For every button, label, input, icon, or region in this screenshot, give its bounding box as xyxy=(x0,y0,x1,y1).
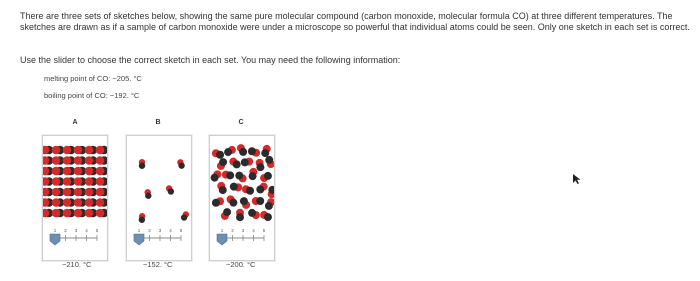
temperature-label-c: −200. °C xyxy=(226,260,256,269)
oxygen-atom xyxy=(63,177,72,186)
oxygen-atom xyxy=(85,177,94,186)
carbon-atom xyxy=(168,188,174,194)
sketch-slider-a[interactable] xyxy=(43,224,107,250)
slider-thumb-icon[interactable] xyxy=(134,234,144,245)
slider-tick-label: 4 xyxy=(169,228,172,233)
sketch-label-c: C xyxy=(238,119,244,126)
carbon-atom xyxy=(211,174,219,182)
molecule-sketch-gas xyxy=(127,136,191,224)
carbon-atom xyxy=(216,151,224,159)
oxygen-atom xyxy=(52,146,61,155)
slider-tick-label: 4 xyxy=(85,228,88,233)
oxygen-atom xyxy=(96,167,105,176)
carbon-atom xyxy=(233,160,241,168)
carbon-atom xyxy=(223,208,231,216)
carbon-atom xyxy=(256,197,264,205)
oxygen-atom xyxy=(96,188,105,197)
sketch-slider-b[interactable] xyxy=(127,224,191,250)
slider-tick-label: 3 xyxy=(74,228,78,233)
oxygen-atom xyxy=(85,156,94,165)
oxygen-atom xyxy=(52,209,61,218)
melting-point-info: melting point of CO: −205. °C xyxy=(44,74,142,83)
instruction-text: Use the slider to choose the correct sketch in each set. You may need the following information: xyxy=(20,55,401,65)
oxygen-atom xyxy=(52,198,61,207)
sketch-label-a: A xyxy=(72,119,78,126)
sketch-panel-a xyxy=(42,135,108,261)
mouse-cursor-icon xyxy=(572,173,582,185)
oxygen-atom xyxy=(85,209,94,218)
carbon-atom xyxy=(265,156,273,164)
slider-tick-label: 1 xyxy=(220,228,224,233)
oxygen-atom xyxy=(85,188,94,197)
oxygen-atom xyxy=(63,198,72,207)
carbon-atom xyxy=(246,187,254,195)
oxygen-atom xyxy=(63,156,72,165)
slider-thumb-icon[interactable] xyxy=(50,234,60,245)
carbon-atom xyxy=(229,199,237,207)
oxygen-atom xyxy=(74,167,83,176)
carbon-atom xyxy=(230,183,238,191)
slider-tick-label: 5 xyxy=(262,228,266,233)
temperature-label-b: −152. °C xyxy=(143,260,173,269)
carbon-atom xyxy=(236,213,244,221)
carbon-atom xyxy=(261,149,269,157)
slider-tick-label: 5 xyxy=(179,228,183,233)
oxygen-atom xyxy=(74,146,83,155)
slider-tick-label: 1 xyxy=(53,228,57,233)
slider-tick-label: 2 xyxy=(64,228,67,233)
oxygen-atom xyxy=(74,188,83,197)
carbon-atom xyxy=(239,148,247,156)
sketch-slider-c[interactable] xyxy=(210,224,274,250)
carbon-atom xyxy=(212,199,220,207)
oxygen-atom xyxy=(63,209,72,218)
sketch-panel-b xyxy=(126,135,192,261)
oxygen-atom xyxy=(52,167,61,176)
carbon-atom xyxy=(264,172,272,180)
oxygen-atom xyxy=(52,156,61,165)
molecule-sketch-liquid xyxy=(210,136,274,224)
oxygen-atom xyxy=(74,156,83,165)
carbon-atom xyxy=(248,147,256,155)
carbon-atom xyxy=(249,172,257,180)
oxygen-atom xyxy=(96,209,105,218)
oxygen-atom xyxy=(63,188,72,197)
oxygen-atom xyxy=(74,177,83,186)
temperature-label-a: −210. °C xyxy=(62,260,92,269)
slider-tick-label: 4 xyxy=(252,228,255,233)
carbon-atom xyxy=(264,213,272,221)
carbon-atom xyxy=(256,185,264,193)
intro-text: There are three sets of sketches below, showing the same pure molecular compound (carbon monoxide, molecular formula CO) at three different temperatures. The sketches are drawn as if a sample of carbon monoxide were under a microscope so powerful that individual atoms could be seen. Only one sketch in each set is correct. xyxy=(20,11,690,32)
oxygen-atom xyxy=(85,167,94,176)
carbon-atom xyxy=(248,209,256,217)
carbon-atom xyxy=(178,162,184,168)
carbon-atom xyxy=(226,171,234,179)
oxygen-atom xyxy=(85,198,94,207)
carbon-atom xyxy=(265,202,273,210)
carbon-atom xyxy=(240,197,248,205)
oxygen-atom xyxy=(63,146,72,155)
slider-tick-label: 5 xyxy=(95,228,99,233)
oxygen-atom xyxy=(52,177,61,186)
carbon-atom xyxy=(145,193,151,199)
slider-tick-label: 1 xyxy=(137,228,141,233)
oxygen-atom xyxy=(74,198,83,207)
slider-thumb-icon[interactable] xyxy=(217,234,227,245)
slider-tick-label: 3 xyxy=(158,228,162,233)
carbon-atom xyxy=(139,163,145,169)
oxygen-atom xyxy=(85,146,94,155)
oxygen-atom xyxy=(96,156,105,165)
boiling-point-info: boiling point of CO: −192. °C xyxy=(44,91,140,100)
oxygen-atom xyxy=(74,209,83,218)
carbon-atom xyxy=(235,172,243,180)
slider-tick-label: 2 xyxy=(148,228,151,233)
oxygen-atom xyxy=(63,167,72,176)
sketch-label-b: B xyxy=(155,119,161,126)
carbon-atom xyxy=(219,158,227,166)
carbon-atom xyxy=(224,148,232,156)
oxygen-atom xyxy=(96,177,105,186)
carbon-atom xyxy=(219,186,227,194)
carbon-atom xyxy=(256,163,264,171)
slider-tick-label: 3 xyxy=(241,228,245,233)
carbon-atom xyxy=(181,214,187,220)
oxygen-atom xyxy=(52,188,61,197)
carbon-atom xyxy=(139,217,145,223)
oxygen-atom xyxy=(96,198,105,207)
oxygen-atom xyxy=(96,146,105,155)
carbon-atom xyxy=(241,158,249,166)
molecule-sketch-solid xyxy=(43,136,107,224)
sketch-panel-c xyxy=(209,135,275,261)
slider-tick-label: 2 xyxy=(231,228,234,233)
